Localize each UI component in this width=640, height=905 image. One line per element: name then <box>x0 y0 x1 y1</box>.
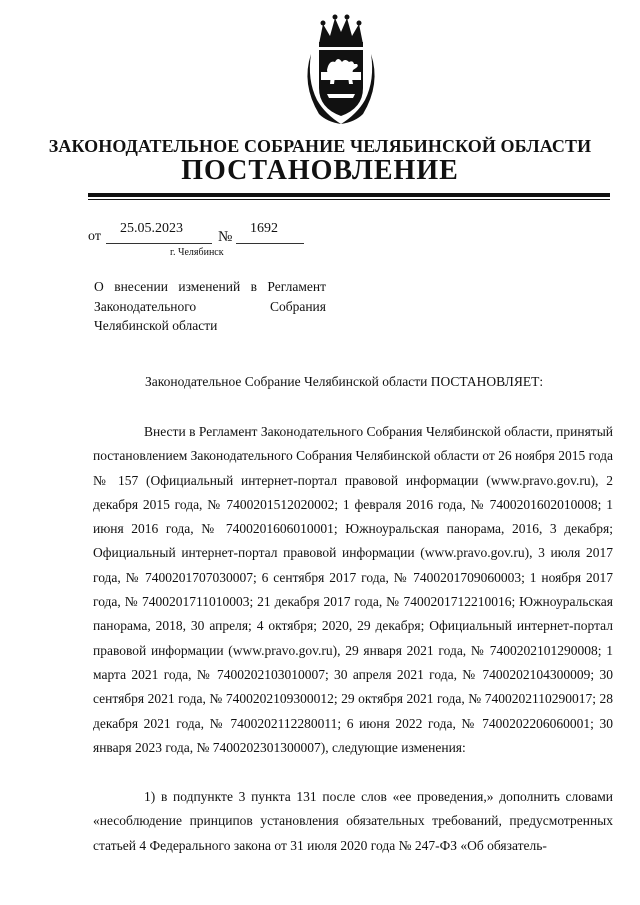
item-1-paragraph: 1) в подпункте 3 пункта 131 после слов «ее проведения,» дополнить словами «несоблюдение принципов установления обязательных требований, предусмотренных статьей 4 Федерального закона от 31 июля 2020 года № 247-ФЗ «Об обязатель- <box>93 789 613 853</box>
header-rule-thin <box>88 199 610 200</box>
body-paragraph: Внести в Регламент Законодательного Собрания Челябинской области, принятый постановлением Законодательного Собрания Челябинской области от 26 ноября 2015 года № 157 (Официальный интернет-портал правовой информации (www.pravo.gov.ru), 2 декабря 2015 года, № 7400201512020002; 1 февраля 2016 года, № 7400201602010008; 1 июня 2016 года, № 7400201606010001; Южноуральская панорама, 2016, 3 декабря; Официальный интернет-портал правовой информации (www.pravo.gov.ru), 3 июля 2017 года, № 7400201707030007; 6 сентября 2017 года, № 7400201709060003; 1 ноября 2017 года, № 7400201711010003; 21 декабря 2017 года, № 7400201712210016; Южноуральская панорама, 2018, 30 апреля; 4 октября; 2020, 29 декабря; Официальный интернет-портал правовой информации (www.pravo.gov.ru), 29 января 2021 года, № 7400202101290008; 1 марта 2021 года, № 7400202103010007; 30 апреля 2021 года, № 7400202104300009; 30 сентября 2021 года, № 7400202109300012; 29 октября 2021 года, № 7400202110290017; 28 декабря 2021 года, № 7400202112280011; 6 июня 2022 года, № 7400202206060001; 30 января 2023 года, № 7400202301300007), следующие изменения: <box>93 424 613 755</box>
document-type-title: ПОСТАНОВЛЕНИЕ <box>181 155 459 186</box>
document-number: 1692 <box>250 221 278 236</box>
chelyabinsk-coat-of-arms-icon <box>297 14 385 126</box>
preamble: Законодательное Собрание Челябинской области ПОСТАНОВЛЯЕТ: <box>145 374 544 389</box>
date-underline <box>106 243 212 244</box>
document-date: 25.05.2023 <box>120 221 183 236</box>
city-label: г. Челябинск <box>170 247 224 258</box>
from-label: от <box>88 229 101 244</box>
number-underline <box>236 243 304 244</box>
header-rule-thick <box>88 193 610 197</box>
document-subject: О внесении изменений в Регламент Законодательного Собрания Челябинской области <box>94 279 326 333</box>
organization-name: ЗАКОНОДАТЕЛЬНОЕ СОБРАНИЕ ЧЕЛЯБИНСКОЙ ОБЛАСТИ <box>48 136 592 156</box>
number-label: № <box>218 229 233 245</box>
